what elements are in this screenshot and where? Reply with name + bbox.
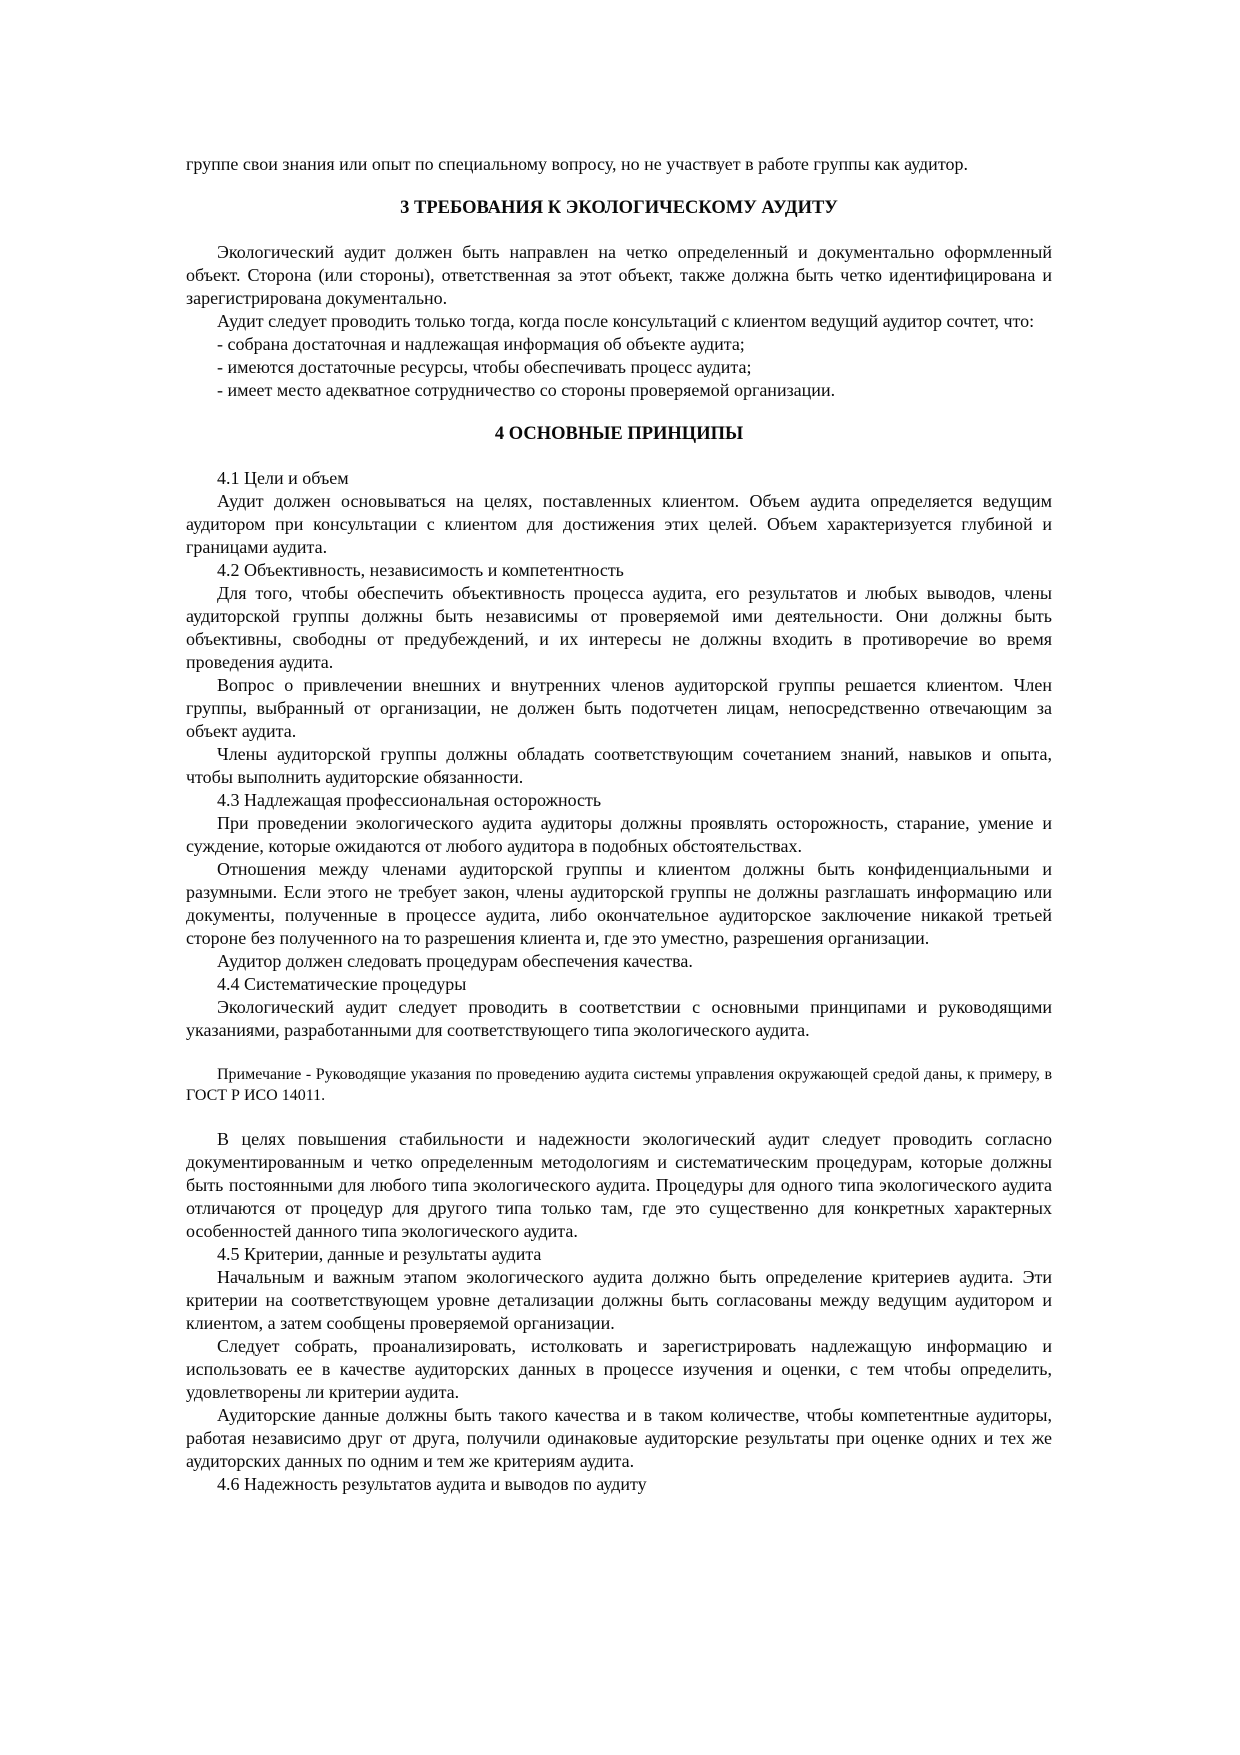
subsection-4-4-heading: 4.4 Систематические процедуры bbox=[217, 974, 467, 994]
paragraph: Аудит должен основываться на целях, поставленных клиентом. Объем аудита определяется ведущим аудитором при консультации с клиентом для достижения этих целей. Объем характеризуется глубиной и границами аудита. bbox=[186, 491, 1052, 557]
subsection-4-1-heading: 4.1 Цели и объем bbox=[217, 468, 349, 488]
paragraph: Экологический аудит следует проводить в соответствии с основными принципами и руководящими указаниями, разработанными для соответствующего типа экологического аудита. bbox=[186, 997, 1052, 1040]
subsection-4-2-heading: 4.2 Объективность, независимость и компетентность bbox=[217, 560, 624, 580]
note-paragraph: Примечание - Руководящие указания по проведению аудита системы управления окружающей средой даны, к примеру, в ГОСТ Р ИСО 14011. bbox=[186, 1066, 1052, 1104]
paragraph: Следует собрать, проанализировать, истолковать и зарегистрировать надлежащую информацию и использовать ее в качестве аудиторских данных в процессе изучения и оценки, с тем чтобы определить, удовлетворены ли критерии аудита. bbox=[186, 1336, 1052, 1402]
paragraph: Аудиторские данные должны быть такого качества и в таком количестве, чтобы компетентные аудиторы, работая независимо друг от друга, получили одинаковые аудиторские результаты при оценке одних и тех же аудиторских данных по одним и тем же критериям аудита. bbox=[186, 1405, 1052, 1471]
list-item: - имеет место адекватное сотрудничество со стороны проверяемой организации. bbox=[217, 380, 836, 400]
subsection-4-3-heading: 4.3 Надлежащая профессиональная осторожность bbox=[217, 790, 602, 810]
paragraph: Вопрос о привлечении внешних и внутренних членов аудиторской группы решается клиентом. Член группы, выбранный от организации, не должен быть подотчетен лицам, непосредственно отвечающим за объект аудита. bbox=[186, 675, 1052, 741]
paragraph: Экологический аудит должен быть направлен на четко определенный и документально оформленный объект. Сторона (или стороны), ответственная за этот объект, также должна быть четко идентифицирована и зарегистрирована документально. bbox=[186, 242, 1052, 308]
subsection-4-6-heading: 4.6 Надежность результатов аудита и выводов по аудиту bbox=[217, 1474, 647, 1494]
subsection-4-5-heading: 4.5 Критерии, данные и результаты аудита bbox=[217, 1244, 542, 1264]
list-item: - имеются достаточные ресурсы, чтобы обеспечивать процесс аудита; bbox=[217, 357, 752, 377]
document-body bbox=[186, 153, 1052, 1496]
list-item: - собрана достаточная и надлежащая информация об объекте аудита; bbox=[217, 334, 745, 354]
paragraph: Отношения между членами аудиторской группы и клиентом должны быть конфиденциальными и разумными. Если этого не требует закон, члены аудиторской группы не должны разглашать информацию или документы, полученные в процессе аудита, либо окончательное аудиторское заключение никакой третьей стороне без полученного на то разрешения клиента и, где это уместно, разрешения организации. bbox=[186, 859, 1052, 948]
paragraph: В целях повышения стабильности и надежности экологический аудит следует проводить согласно документированным и четко определенным методологиям и систематическим процедурам, которые должны быть постоянными для любого типа экологического аудита. Процедуры для одного типа экологического аудита отличаются от процедур для другого типа только там, где это существенно для конкретных характерных особенностей данного типа экологического аудита. bbox=[186, 1129, 1052, 1241]
section-3-heading: 3 ТРЕБОВАНИЯ К ЭКОЛОГИЧЕСКОМУ АУДИТУ bbox=[400, 198, 838, 218]
paragraph: Для того, чтобы обеспечить объективность процесса аудита, его результатов и любых выводов, члены аудиторской группы должны быть независимы от проверяемой ими деятельности. Они должны быть объективны, свободны от предубеждений, и их интересы не должны входить в противоречие во время проведения аудита. bbox=[186, 583, 1052, 672]
paragraph: Аудит следует проводить только тогда, когда после консультаций с клиентом ведущий аудитор сочтет, что: bbox=[217, 311, 1035, 331]
paragraph-continuation: группе свои знания или опыт по специальному вопросу, но не участвует в работе группы как аудитор. bbox=[186, 154, 968, 174]
paragraph: Начальным и важным этапом экологического аудита должно быть определение критериев аудита. Эти критерии на соответствующем уровне детализации должны быть согласованы между ведущим аудитором и клиентом, а затем сообщены проверяемой организации. bbox=[186, 1267, 1052, 1333]
paragraph: Аудитор должен следовать процедурам обеспечения качества. bbox=[217, 951, 693, 971]
paragraph: При проведении экологического аудита аудиторы должны проявлять осторожность, старание, умение и суждение, которые ожидаются от любого аудитора в подобных обстоятельствах. bbox=[186, 813, 1052, 856]
paragraph: Члены аудиторской группы должны обладать соответствующим сочетанием знаний, навыков и опыта, чтобы выполнить аудиторские обязанности. bbox=[186, 744, 1052, 787]
section-4-heading: 4 ОСНОВНЫЕ ПРИНЦИПЫ bbox=[494, 424, 744, 444]
